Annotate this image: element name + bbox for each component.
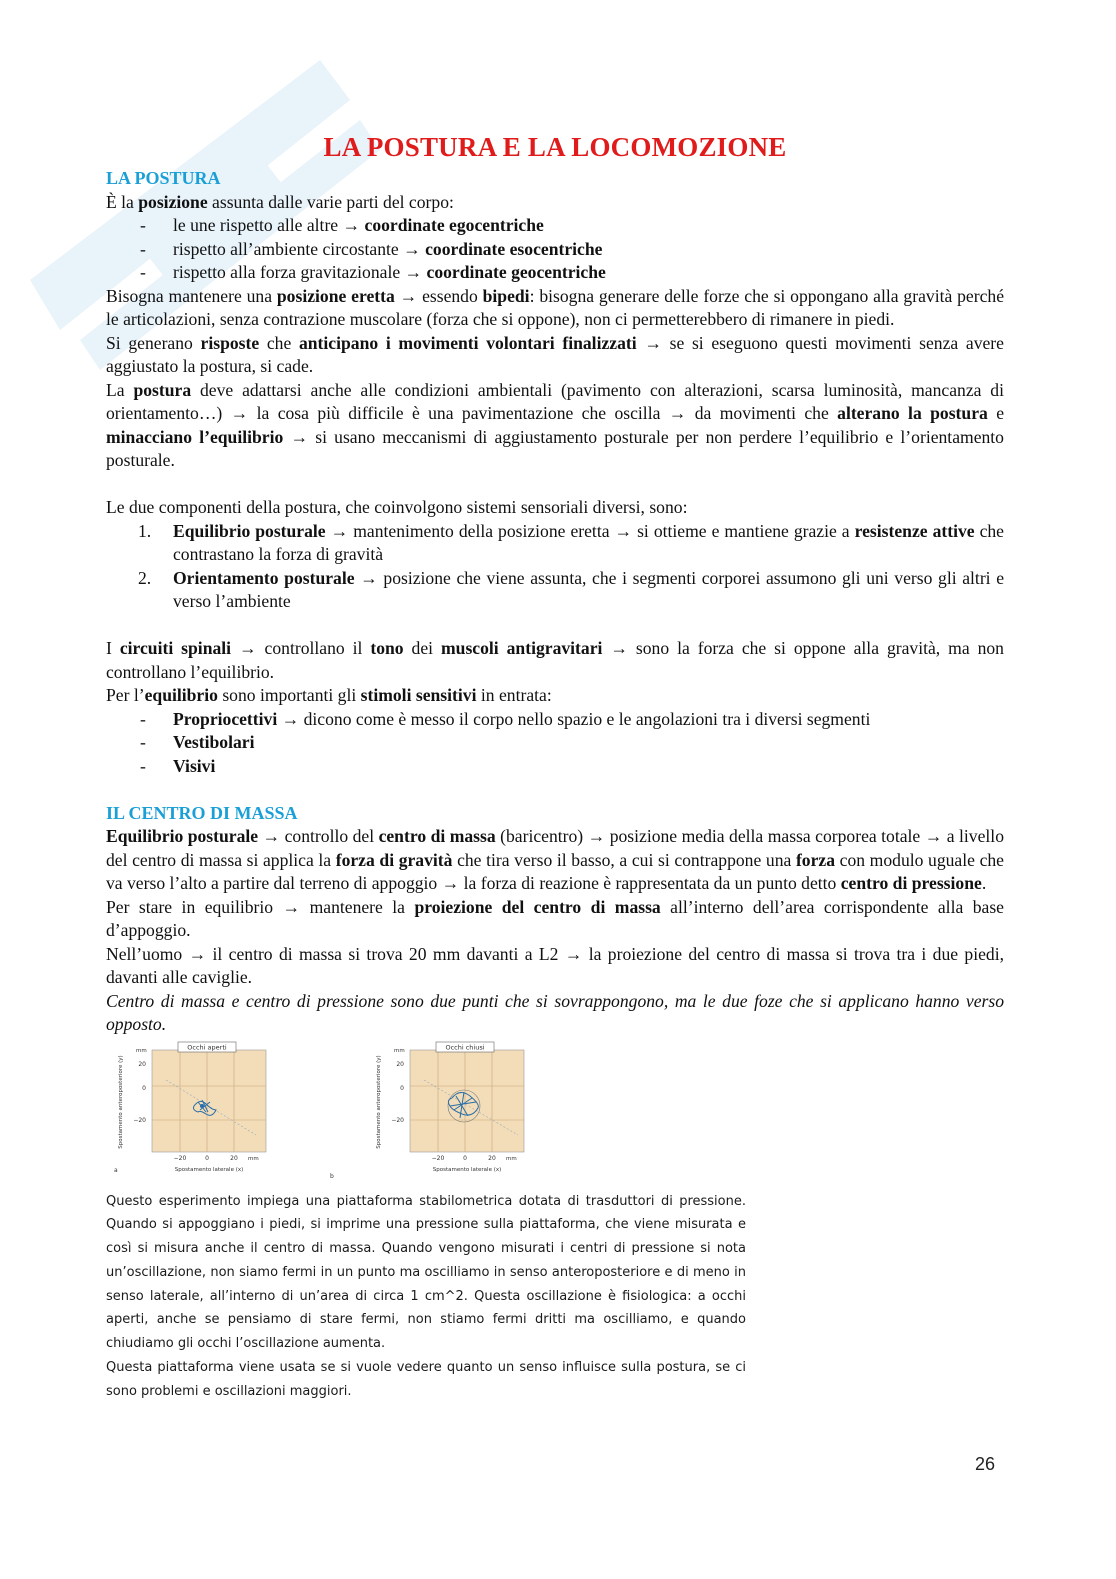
x-tick: 20 [488, 1154, 496, 1162]
y-tick: −20 [391, 1116, 404, 1124]
panel-a-label: Occhi aperti [187, 1043, 227, 1051]
x-axis-label: Spostamento laterale (x) [432, 1166, 502, 1173]
unit-label: mm [248, 1155, 259, 1162]
stabilometry-plots [106, 1040, 546, 1182]
list-item: - rispetto alla forza gravitazionale → coordinate geocentriche [140, 262, 606, 282]
paragraph-italic-note: Centro di massa e centro di pressione sono due punti che si sovrappongono, ma le due foze che si applicano hanno verso opposto. [106, 990, 1004, 1034]
x-axis-label: Spostamento laterale (x) [174, 1166, 244, 1173]
paragraph-risposte: Si generano risposte che anticipano i movimenti volontari finalizzati → se si eseguono questi movimenti senza avere aggiustato la postura, si cade. [106, 332, 1004, 376]
unit-label: mm [506, 1155, 517, 1162]
section-heading-postura: LA POSTURA [106, 168, 221, 188]
x-tick: 0 [205, 1154, 209, 1162]
list-item: 1. Equilibrio posturale → mantenimento della posizione eretta → si ottieme e mantiene grazie a resistenze attive che contrastano la forza di gravità [138, 520, 1004, 564]
paragraph-adattamento: La postura deve adattarsi anche alle condizioni ambientali (pavimento con alterazioni, scarsa luminosità, mancanza di orientamento…) → la cosa più difficile è una pavimentazione che oscilla → da movimenti che alterano la postura e minacciano l’equilibrio → si usano meccanismi di aggiustamento posturale per non perdere l’equilibrio e l’orientamento posturale. [106, 379, 1005, 470]
components-list [106, 520, 1004, 614]
panel-letter: a [114, 1166, 118, 1174]
list-item: - Visivi [140, 755, 216, 776]
paragraph-componenti: Le due componenti della postura, che coinvolgono sistemi sensoriali diversi, sono: [106, 497, 688, 517]
unit-label: mm [394, 1047, 405, 1054]
y-axis-label: Spostamento anteroposteriore (y) [376, 1054, 382, 1149]
paragraph-equilibrio: Per l’equilibrio sono importanti gli stimoli sensitivi in entrata: [106, 685, 552, 705]
stabilometry-figure [106, 1040, 546, 1182]
page-number: 26 [975, 1454, 996, 1474]
coordinates-list [106, 214, 1004, 285]
paragraph-uomo: Nell’uomo → il centro di massa si trova 20 mm davanti a L2 → la proiezione del centro di massa si trova tra i due piedi, davanti alle caviglie. [106, 943, 1004, 987]
list-item: 2. Orientamento posturale → posizione che viene assunta, che i segmenti corporei assumono gli uni verso gli altri e verso l’ambiente [138, 567, 1005, 611]
y-tick: 0 [142, 1084, 146, 1092]
paragraph-definition: È la posizione assunta dalle varie parti del corpo: [106, 191, 454, 212]
panel-occhi-chiusi [330, 1042, 524, 1180]
list-item: - le une rispetto alle altre → coordinate egocentriche [140, 215, 544, 235]
caption-paragraph: Questo esperimento impiega una piattaforma stabilometrica dotata di trasduttori di pressione. Quando si appoggiano i piedi, si imprime una pressione sulla piattaforma, che viene misurata e così si misura anche il centro di massa. Quando vengono misurati i centri di pressione si nota un’oscillazione, non siamo fermi in un punto ma oscilliamo in senso anteroposteriore e di meno in senso laterale, all’interno di un’area di circa 1 cm^2. Questa oscillazione è fisiologica: a occhi aperti, anche se pensiamo di stare fermi, non stiamo fermi dritti ma oscilliamo, e quando chiudiamo gli occhi l’oscillazione aumenta. [106, 1193, 746, 1352]
paragraph-centro-di-massa: Equilibrio posturale → controllo del centro di massa (baricentro) → posizione media della massa corporea totale → a livello del centro di massa si applica la forza di gravità che tira verso il basso, a cui si contrappone una forza con modulo uguale che va verso l’alto a partire dal terreno di appoggio → la forza di reazione è rappresentata da un punto detto centro di pressione. [106, 826, 1004, 893]
y-tick: −20 [133, 1116, 146, 1124]
stimoli-list [106, 708, 1004, 779]
y-axis-label: Spostamento anteroposteriore (y) [118, 1054, 124, 1149]
list-item: - Propriocettivi → dicono come è messo il corpo nello spazio e le angolazioni tra i diversi segmenti [140, 708, 871, 729]
panel-b-label: Occhi chiusi [445, 1043, 485, 1051]
panel-occhi-aperti [114, 1042, 266, 1174]
x-tick: −20 [431, 1154, 445, 1162]
x-tick: 0 [463, 1154, 467, 1162]
figure-caption [106, 1190, 746, 1404]
caption-paragraph: Questa piattaforma viene usata se si vuole vedere quanto un senso influisce sulla postura, se ci sono problemi e oscillazioni maggiori. [106, 1360, 746, 1399]
page-content [106, 132, 1004, 1404]
paragraph-circuiti-spinali: I circuiti spinali → controllano il tono dei muscoli antigravitari → sono la forza che si oppone alla gravità, ma non controllano l’equilibrio. [106, 638, 1004, 682]
list-item: - Vestibolari [140, 732, 255, 752]
paragraph-posizione-eretta: Bisogna mantenere una posizione eretta → essendo bipedi: bisogna generare delle forze che si oppongano alla gravità perché le articolazioni, senza contrazione muscolare (forza che si oppone), non ci permetterebbero di rimanere in piedi. [106, 285, 1005, 329]
y-tick: 20 [138, 1060, 146, 1068]
x-tick: −20 [173, 1154, 187, 1162]
unit-label: mm [136, 1047, 147, 1054]
list-item: - rispetto all’ambiente circostante → coordinate esocentriche [140, 238, 603, 259]
panel-letter: b [330, 1172, 334, 1180]
x-tick: 20 [230, 1154, 238, 1162]
page-title: LA POSTURA E LA LOCOMOZIONE [323, 132, 787, 162]
y-tick: 0 [400, 1084, 404, 1092]
section-heading-centro-di-massa: IL CENTRO DI MASSA [106, 802, 298, 823]
paragraph-proiezione: Per stare in equilibrio → mantenere la proiezione del centro di massa all’interno dell’area corrispondente alla base d’appoggio. [106, 896, 1004, 940]
y-tick: 20 [396, 1060, 404, 1068]
